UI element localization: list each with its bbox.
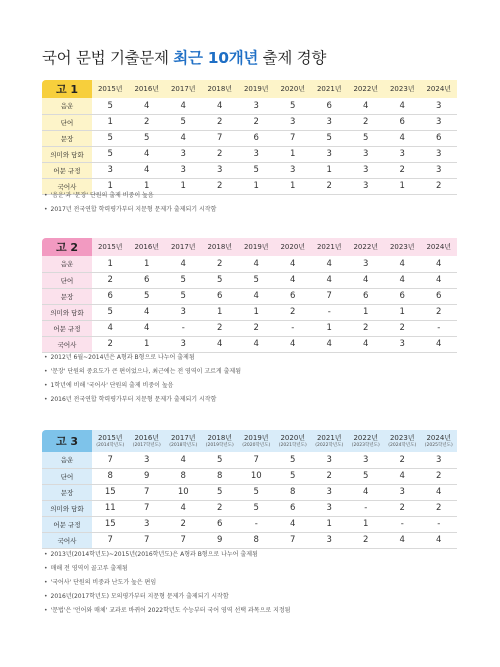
count-cell: 5 bbox=[238, 272, 275, 288]
count-cell: 3 bbox=[165, 146, 202, 162]
count-cell: 3 bbox=[129, 452, 166, 468]
count-cell: 7 bbox=[92, 452, 129, 468]
year-header: 2023년 bbox=[389, 243, 415, 251]
count-cell: 2 bbox=[421, 468, 458, 484]
count-cell: 3 bbox=[311, 114, 348, 130]
page-title: 국어 문법 기출문제 최근 10개년 출제 경향 bbox=[42, 49, 326, 67]
count-cell: 2 bbox=[129, 114, 166, 130]
count-cell: 2 bbox=[348, 114, 385, 130]
count-cell: 5 bbox=[275, 468, 312, 484]
year-header: 2018년 bbox=[207, 243, 233, 251]
count-cell: 1 bbox=[384, 304, 421, 320]
count-cell: 6 bbox=[421, 288, 458, 304]
count-cell: 3 bbox=[165, 336, 202, 352]
count-cell: 3 bbox=[348, 452, 385, 468]
count-cell: 6 bbox=[238, 130, 275, 146]
table-row bbox=[42, 516, 457, 532]
year-header: 2017년 bbox=[170, 85, 196, 93]
count-cell: 10 bbox=[165, 484, 202, 500]
table-row bbox=[42, 336, 457, 352]
count-cell: - bbox=[421, 320, 458, 336]
count-cell: 3 bbox=[202, 162, 239, 178]
note-item: • '음운'과 '문장' 단원의 출제 비중이 높음 bbox=[44, 189, 459, 203]
year-header: 2021년 (2022학년도) bbox=[315, 434, 344, 448]
count-cell: 6 bbox=[92, 288, 129, 304]
table-row bbox=[42, 114, 457, 130]
grade1-header-row bbox=[42, 80, 457, 98]
count-cell: 4 bbox=[129, 304, 166, 320]
count-cell: 5 bbox=[202, 484, 239, 500]
count-cell: 2 bbox=[92, 272, 129, 288]
count-cell: 2 bbox=[421, 178, 458, 194]
count-cell: 3 bbox=[384, 484, 421, 500]
table-row bbox=[42, 130, 457, 146]
count-cell: 3 bbox=[348, 146, 385, 162]
count-cell: 7 bbox=[275, 532, 312, 548]
count-cell: 3 bbox=[348, 256, 385, 272]
count-cell: 1 bbox=[311, 320, 348, 336]
count-cell: 10 bbox=[238, 468, 275, 484]
grade1-notes bbox=[44, 189, 459, 217]
count-cell: 4 bbox=[165, 500, 202, 516]
row-label: 어문 규정 bbox=[42, 516, 92, 532]
count-cell: 4 bbox=[165, 98, 202, 114]
year-header: 2024년 (2025학년도) bbox=[424, 434, 453, 448]
count-cell: 4 bbox=[348, 336, 385, 352]
year-header: 2015년 bbox=[97, 85, 123, 93]
year-header: 2015년 bbox=[97, 243, 123, 251]
count-cell: 2 bbox=[92, 336, 129, 352]
count-cell: 4 bbox=[275, 336, 312, 352]
grade2-header-row bbox=[42, 238, 457, 256]
table-row bbox=[42, 256, 457, 272]
count-cell: 4 bbox=[129, 162, 166, 178]
count-cell: 4 bbox=[421, 256, 458, 272]
count-cell: 4 bbox=[421, 336, 458, 352]
grade2-section bbox=[42, 238, 457, 353]
count-cell: 4 bbox=[238, 288, 275, 304]
count-cell: 2 bbox=[421, 304, 458, 320]
count-cell: 4 bbox=[348, 272, 385, 288]
count-cell: 7 bbox=[238, 452, 275, 468]
year-header: 2023년 (2024학년도) bbox=[388, 434, 417, 448]
count-cell: 4 bbox=[421, 484, 458, 500]
count-cell: 4 bbox=[421, 272, 458, 288]
count-cell: 4 bbox=[275, 516, 312, 532]
count-cell: 6 bbox=[275, 288, 312, 304]
grade1-section bbox=[42, 80, 457, 195]
table-row bbox=[42, 98, 457, 114]
grade2-label: 고 2 bbox=[42, 238, 92, 256]
count-cell: 2 bbox=[165, 516, 202, 532]
count-cell: 4 bbox=[311, 256, 348, 272]
count-cell: 6 bbox=[129, 272, 166, 288]
count-cell: 1 bbox=[92, 256, 129, 272]
count-cell: 3 bbox=[311, 452, 348, 468]
table-row bbox=[42, 484, 457, 500]
count-cell: 1 bbox=[348, 304, 385, 320]
count-cell: 6 bbox=[202, 516, 239, 532]
count-cell: 3 bbox=[311, 484, 348, 500]
count-cell: 9 bbox=[129, 468, 166, 484]
count-cell: 3 bbox=[421, 114, 458, 130]
year-header: 2020년 bbox=[280, 243, 306, 251]
count-cell: 4 bbox=[384, 272, 421, 288]
row-label: 단어 bbox=[42, 272, 92, 288]
count-cell: 2 bbox=[348, 532, 385, 548]
year-header: 2016년 bbox=[134, 243, 160, 251]
count-cell: 6 bbox=[202, 288, 239, 304]
year-header: 2022년 bbox=[353, 85, 379, 93]
year-header: 2017년 bbox=[170, 243, 196, 251]
table-row bbox=[42, 500, 457, 516]
count-cell: 1 bbox=[238, 178, 275, 194]
year-header: 2019년 (2020학년도) bbox=[242, 434, 271, 448]
row-label: 의미와 담화 bbox=[42, 146, 92, 162]
row-label: 단어 bbox=[42, 114, 92, 130]
table-row bbox=[42, 468, 457, 484]
grade1-body bbox=[42, 98, 457, 194]
year-header: 2020년 bbox=[280, 85, 306, 93]
count-cell: 5 bbox=[129, 130, 166, 146]
year-header: 2020년 (2021학년도) bbox=[278, 434, 307, 448]
count-cell: 7 bbox=[129, 500, 166, 516]
count-cell: 6 bbox=[384, 288, 421, 304]
count-cell: 7 bbox=[275, 130, 312, 146]
count-cell: 2 bbox=[238, 114, 275, 130]
row-label: 의미와 담화 bbox=[42, 304, 92, 320]
count-cell: 4 bbox=[202, 336, 239, 352]
count-cell: 1 bbox=[275, 178, 312, 194]
grade3-section bbox=[42, 430, 457, 549]
row-label: 국어사 bbox=[42, 532, 92, 548]
note-item: • '문장' 단원의 중요도가 큰 편이었으나, 최근에는 전 영역이 고르게 출제됨 bbox=[44, 365, 459, 379]
count-cell: 4 bbox=[238, 336, 275, 352]
count-cell: 3 bbox=[384, 146, 421, 162]
grade2-table bbox=[42, 238, 457, 353]
count-cell: 4 bbox=[202, 98, 239, 114]
count-cell: - bbox=[384, 516, 421, 532]
count-cell: 6 bbox=[384, 114, 421, 130]
row-label: 음운 bbox=[42, 452, 92, 468]
title-highlight: 최근 10개년 bbox=[173, 49, 259, 67]
count-cell: 5 bbox=[275, 98, 312, 114]
count-cell: 2 bbox=[384, 320, 421, 336]
count-cell: 5 bbox=[311, 130, 348, 146]
count-cell: 4 bbox=[384, 532, 421, 548]
grade3-notes bbox=[44, 548, 459, 618]
count-cell: 4 bbox=[92, 320, 129, 336]
count-cell: 7 bbox=[129, 484, 166, 500]
count-cell: 11 bbox=[92, 500, 129, 516]
year-header: 2019년 bbox=[243, 243, 269, 251]
count-cell: 3 bbox=[275, 162, 312, 178]
count-cell: 3 bbox=[421, 146, 458, 162]
table-row bbox=[42, 452, 457, 468]
count-cell: 6 bbox=[311, 98, 348, 114]
grade3-body bbox=[42, 452, 457, 548]
count-cell: 5 bbox=[238, 162, 275, 178]
count-cell: 6 bbox=[275, 500, 312, 516]
count-cell: 2 bbox=[202, 256, 239, 272]
grade3-table bbox=[42, 430, 457, 549]
table-row bbox=[42, 146, 457, 162]
count-cell: 3 bbox=[421, 98, 458, 114]
count-cell: 15 bbox=[92, 484, 129, 500]
count-cell: 3 bbox=[311, 500, 348, 516]
count-cell: - bbox=[311, 304, 348, 320]
note-item: • 매해 전 영역이 골고루 출제됨 bbox=[44, 562, 459, 576]
count-cell: 2 bbox=[275, 304, 312, 320]
count-cell: 2 bbox=[202, 178, 239, 194]
count-cell: 3 bbox=[92, 162, 129, 178]
count-cell: 1 bbox=[165, 178, 202, 194]
count-cell: - bbox=[165, 320, 202, 336]
year-header: 2015년 (2014학년도) bbox=[96, 434, 125, 448]
count-cell: 7 bbox=[202, 130, 239, 146]
grade2-notes bbox=[44, 351, 459, 407]
count-cell: 5 bbox=[165, 272, 202, 288]
note-item: • 2016년 전국연합 학력평가부터 지문형 문제가 출제되기 시작함 bbox=[44, 393, 459, 407]
table-row bbox=[42, 162, 457, 178]
row-label: 음운 bbox=[42, 256, 92, 272]
row-label: 국어사 bbox=[42, 178, 92, 194]
count-cell: 3 bbox=[165, 304, 202, 320]
note-item: • '문법'은 '언어와 매체' 교과로 바뀌어 2022학년도 수능부터 국어 영역 선택 과목으로 지정됨 bbox=[44, 604, 459, 618]
grade3-label: 고 3 bbox=[42, 430, 92, 452]
year-header: 2018년 (2019학년도) bbox=[205, 434, 234, 448]
count-cell: 4 bbox=[238, 256, 275, 272]
row-label: 문장 bbox=[42, 484, 92, 500]
year-header: 2024년 bbox=[426, 243, 452, 251]
note-item: • 2016년(2017학년도) 모의평가부터 지문형 문제가 출제되기 시작함 bbox=[44, 590, 459, 604]
count-cell: 4 bbox=[311, 336, 348, 352]
count-cell: 3 bbox=[311, 532, 348, 548]
count-cell: 5 bbox=[348, 468, 385, 484]
count-cell: 8 bbox=[202, 468, 239, 484]
grade1-table bbox=[42, 80, 457, 195]
row-label: 의미와 담화 bbox=[42, 500, 92, 516]
count-cell: 1 bbox=[129, 256, 166, 272]
count-cell: 4 bbox=[275, 272, 312, 288]
year-header: 2023년 bbox=[389, 85, 415, 93]
count-cell: 6 bbox=[348, 288, 385, 304]
count-cell: 2 bbox=[348, 320, 385, 336]
note-item: • 2012년 6월~2014년은 A형과 B형으로 나누어 출제됨 bbox=[44, 351, 459, 365]
year-header: 2024년 bbox=[426, 85, 452, 93]
year-header: 2022년 (2023학년도) bbox=[351, 434, 380, 448]
count-cell: 8 bbox=[275, 484, 312, 500]
count-cell: 2 bbox=[202, 114, 239, 130]
year-header: 2017년 (2018학년도) bbox=[169, 434, 198, 448]
grade3-header-row bbox=[42, 430, 457, 452]
year-header: 2018년 bbox=[207, 85, 233, 93]
grade1-label: 고 1 bbox=[42, 80, 92, 98]
year-header: 2021년 bbox=[316, 85, 342, 93]
count-cell: - bbox=[421, 516, 458, 532]
count-cell: 2 bbox=[384, 452, 421, 468]
row-label: 문장 bbox=[42, 130, 92, 146]
count-cell: 4 bbox=[384, 468, 421, 484]
row-label: 음운 bbox=[42, 98, 92, 114]
count-cell: 9 bbox=[202, 532, 239, 548]
table-row bbox=[42, 532, 457, 548]
count-cell: 3 bbox=[421, 162, 458, 178]
count-cell: 5 bbox=[202, 272, 239, 288]
count-cell: 4 bbox=[348, 98, 385, 114]
count-cell: 5 bbox=[202, 452, 239, 468]
count-cell: 2 bbox=[311, 178, 348, 194]
count-cell: 3 bbox=[129, 516, 166, 532]
count-cell: - bbox=[348, 500, 385, 516]
table-row bbox=[42, 288, 457, 304]
count-cell: 3 bbox=[348, 162, 385, 178]
count-cell: 1 bbox=[311, 516, 348, 532]
count-cell: 2 bbox=[202, 146, 239, 162]
count-cell: 4 bbox=[275, 256, 312, 272]
year-header: 2016년 (2017학년도) bbox=[132, 434, 161, 448]
count-cell: 5 bbox=[92, 146, 129, 162]
count-cell: 1 bbox=[311, 162, 348, 178]
count-cell: 5 bbox=[348, 130, 385, 146]
count-cell: 8 bbox=[238, 532, 275, 548]
table-row bbox=[42, 304, 457, 320]
count-cell: 4 bbox=[348, 484, 385, 500]
count-cell: 6 bbox=[421, 130, 458, 146]
count-cell: 2 bbox=[421, 500, 458, 516]
count-cell: 1 bbox=[348, 516, 385, 532]
count-cell: 4 bbox=[129, 146, 166, 162]
count-cell: 5 bbox=[92, 130, 129, 146]
count-cell: 3 bbox=[238, 146, 275, 162]
count-cell: 8 bbox=[92, 468, 129, 484]
count-cell: 3 bbox=[421, 452, 458, 468]
count-cell: 7 bbox=[129, 532, 166, 548]
count-cell: 3 bbox=[348, 178, 385, 194]
count-cell: 7 bbox=[165, 532, 202, 548]
count-cell: 3 bbox=[384, 336, 421, 352]
count-cell: 5 bbox=[165, 114, 202, 130]
row-label: 단어 bbox=[42, 468, 92, 484]
note-item: • 2013년(2014학년도)~2015년(2016학년도)은 A형과 B형으로 나누어 출제됨 bbox=[44, 548, 459, 562]
grade2-body bbox=[42, 256, 457, 352]
count-cell: 2 bbox=[384, 500, 421, 516]
count-cell: - bbox=[275, 320, 312, 336]
row-label: 어문 규정 bbox=[42, 320, 92, 336]
count-cell: 15 bbox=[92, 516, 129, 532]
year-header: 2016년 bbox=[134, 85, 160, 93]
count-cell: 4 bbox=[384, 256, 421, 272]
row-label: 어문 규정 bbox=[42, 162, 92, 178]
count-cell: 5 bbox=[129, 288, 166, 304]
note-item: • '국어사' 단원의 비중과 난도가 높은 편임 bbox=[44, 576, 459, 590]
count-cell: 4 bbox=[311, 272, 348, 288]
count-cell: 2 bbox=[202, 500, 239, 516]
count-cell: 3 bbox=[238, 98, 275, 114]
year-header: 2022년 bbox=[353, 243, 379, 251]
count-cell: 4 bbox=[165, 130, 202, 146]
row-label: 문장 bbox=[42, 288, 92, 304]
count-cell: 4 bbox=[384, 130, 421, 146]
note-item: • 1학년에 비해 '국어사' 단원의 출제 비중이 높음 bbox=[44, 379, 459, 393]
count-cell: 4 bbox=[165, 256, 202, 272]
count-cell: 5 bbox=[92, 304, 129, 320]
note-item: • 2017년 전국연합 학력평가부터 지문형 문제가 출제되기 시작함 bbox=[44, 203, 459, 217]
count-cell: 1 bbox=[129, 178, 166, 194]
count-cell: - bbox=[238, 516, 275, 532]
count-cell: 5 bbox=[238, 500, 275, 516]
count-cell: 1 bbox=[129, 336, 166, 352]
count-cell: 5 bbox=[238, 484, 275, 500]
count-cell: 2 bbox=[311, 468, 348, 484]
row-label: 국어사 bbox=[42, 336, 92, 352]
count-cell: 2 bbox=[202, 320, 239, 336]
count-cell: 1 bbox=[275, 146, 312, 162]
year-header: 2019년 bbox=[243, 85, 269, 93]
count-cell: 4 bbox=[421, 532, 458, 548]
count-cell: 8 bbox=[165, 468, 202, 484]
count-cell: 3 bbox=[275, 114, 312, 130]
count-cell: 3 bbox=[311, 146, 348, 162]
table-row bbox=[42, 320, 457, 336]
count-cell: 4 bbox=[384, 98, 421, 114]
count-cell: 3 bbox=[165, 162, 202, 178]
count-cell: 4 bbox=[129, 320, 166, 336]
count-cell: 7 bbox=[92, 532, 129, 548]
count-cell: 5 bbox=[92, 98, 129, 114]
year-header: 2021년 bbox=[316, 243, 342, 251]
count-cell: 1 bbox=[202, 304, 239, 320]
count-cell: 2 bbox=[238, 320, 275, 336]
count-cell: 2 bbox=[384, 162, 421, 178]
table-row bbox=[42, 272, 457, 288]
count-cell: 5 bbox=[165, 288, 202, 304]
count-cell: 4 bbox=[129, 98, 166, 114]
count-cell: 1 bbox=[238, 304, 275, 320]
count-cell: 1 bbox=[92, 114, 129, 130]
count-cell: 5 bbox=[275, 452, 312, 468]
count-cell: 7 bbox=[311, 288, 348, 304]
count-cell: 1 bbox=[92, 178, 129, 194]
count-cell: 4 bbox=[165, 452, 202, 468]
count-cell: 1 bbox=[384, 178, 421, 194]
